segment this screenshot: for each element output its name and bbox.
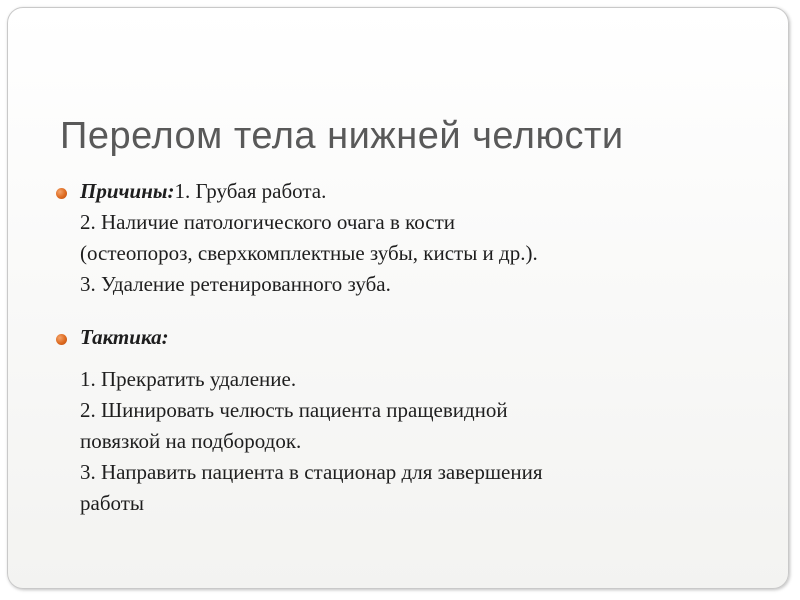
tactics-item-2: 2. Шинировать челюсть пациента пращевидной (80, 398, 508, 422)
slide (7, 7, 789, 589)
tactics-item-3-cont: работы (80, 491, 145, 515)
tactics-label: Тактика: (80, 325, 169, 349)
causes-item-1: 1. Грубая работа. (174, 179, 327, 203)
causes-block (56, 176, 538, 300)
tactics-item-2-cont: повязкой на подбородок. (80, 429, 302, 453)
tactics-heading-block (56, 322, 169, 353)
tactics-list (80, 364, 542, 519)
bullet-icon (56, 334, 67, 345)
causes-item-3: 3. Удаление ретенированного зуба. (80, 272, 391, 296)
tactics-item-1: 1. Прекратить удаление. (80, 367, 297, 391)
causes-item-2-cont: (остеопороз, сверхкомплектные зубы, кисты и др.). (80, 241, 538, 265)
slide-title: Перелом тела нижней челюсти (60, 115, 624, 157)
tactics-item-3: 3. Направить пациента в стационар для завершения (80, 460, 543, 484)
causes-item-2: 2. Наличие патологического очага в кости (80, 210, 456, 234)
bullet-icon (56, 188, 67, 199)
causes-label: Причины: (80, 179, 175, 203)
